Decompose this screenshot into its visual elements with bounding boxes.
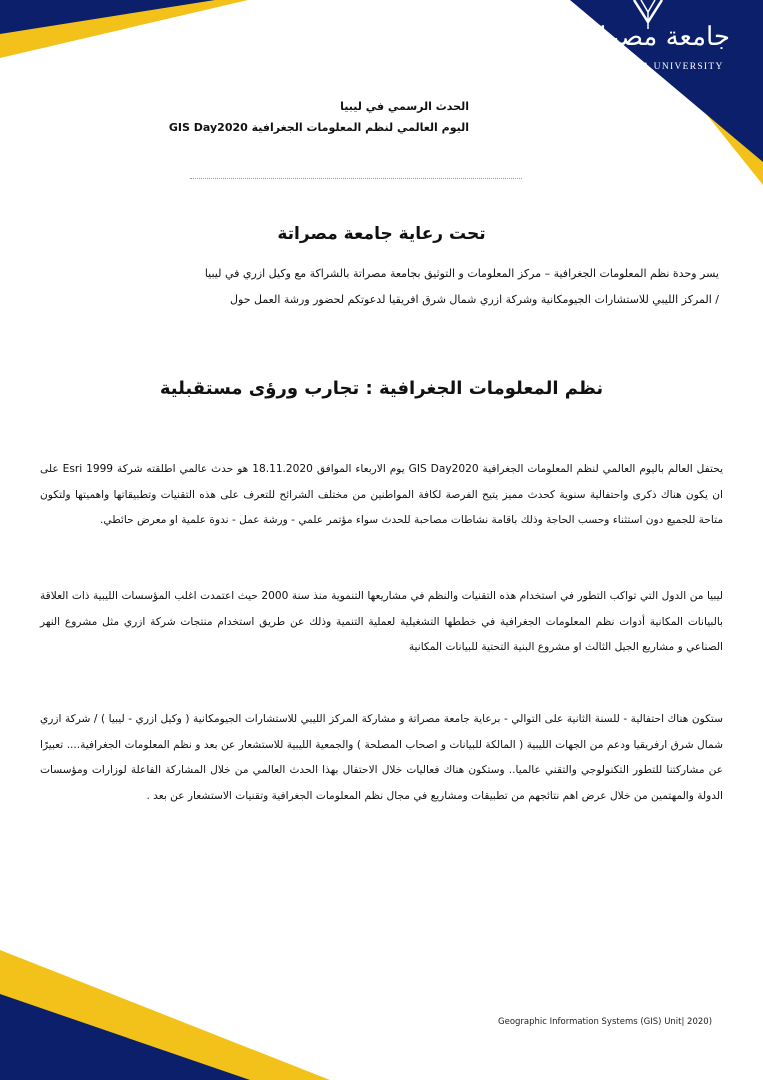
sponsor-title: تحت رعاية جامعة مصراتة bbox=[277, 224, 486, 244]
paragraph-2: ليبيا من الدول التي تواكب التطور في استخدام هذه التقنيات والنظم في مشاريعها التنموية منذ سنة 2000 حيث اعتمدت اغلب المؤسسات الليبية ذات العلاقة بالبيانات المكانية أدوات نظم المعلومات الجغرافية في خططها التشغيلية لعملية التنمية وذلك عن طريق استخدام منتجات شركة ازري مثل مشروع النهر الصناعي و مشاريع الجيل الثالث او مشروع البنية التحتية للبيانات المكانية bbox=[40, 590, 723, 653]
logo-latin-text: MISURATA UNIVERSITY bbox=[592, 62, 724, 72]
paragraph-3: ستكون هناك احتفالية - للسنة الثانية على التوالي - برعاية جامعة مصراتة و مشاركة المركز الليبي للاستشارات الجيومكانية ( وكيل ازري - ليبيا ) / شركة ازري شمال شرق ارفريقيا ودعم من الجهات الليبية ( المالكة للبيانات و اصحاب المصلحة ) والجمعية الليبية للاستشعار عن بعد و نظم المعلومات الجغرافية.... تعبيرًا عن مشاركتنا للتطور التكنولوجي والتقني عالميا.. وستكون هناك فعاليات خلال الاحتفال بهذا الحدث العالمي من خلال المشاركة الفاعلة لوزارات ومؤسسات الدولة والمهتمين من خلال عرض اهم نتائجهم من تطبيقات ومشاريع في مجال نظم المعلومات الجغرافية وتقنيات الاستشعار عن بعد . bbox=[40, 713, 723, 802]
main-title: نظم المعلومات الجغرافية : تجارب ورؤى مستقبلية bbox=[159, 378, 604, 399]
paragraph-1: يحتفل العالم باليوم العالمي لنظم المعلومات الجغرافية GIS Day2020 يوم الاربعاء الموافق 18.11.2020 هو حدث عالمي اطلقته شركة Esri 1999 على ان يكون هناك ذكرى واحتفالية سنوية كحدث مميز يتيح الفرصة لكافة المواطنين من مختلف الشرائح للتعرف على هذه التقنيات وتطبيقاتها واهميتها ولتكون متاحة للجميع دون استثناء وحسب الحاجة وذلك باقامة نشاطات مصاحبة للحدث سواء مؤتمر علمي - ورشة عمل - ندوة علمية او معرض حائطي. bbox=[40, 463, 724, 526]
logo-arabic-text: جامعة مصراتة bbox=[578, 22, 730, 52]
intro-line-2: / المركز الليبي للاستشارات الجيومكانية وشركة ازري شمال شرق افريقيا لدعوتكم لحضور ورشة العمل حول bbox=[230, 293, 719, 306]
header-line-2: اليوم العالمي لنظم المعلومات الجغرافية GIS Day2020 bbox=[168, 121, 469, 134]
header-line-1: الحدث الرسمي في ليبيا bbox=[340, 100, 469, 113]
intro-line-1: يسر وحدة نظم المعلومات الجغرافية – مركز المعلومات و التوثيق بجامعة مصراتة بالشراكة مع وكيل ازري في ليبيا bbox=[204, 267, 719, 280]
footer-text: Geographic Information Systems (GIS) Unit| 2020) bbox=[498, 1017, 713, 1027]
top-left-corner-decoration bbox=[0, 0, 250, 60]
university-logo bbox=[570, 0, 758, 78]
dotted-separator bbox=[190, 178, 522, 179]
bottom-left-corner-decoration bbox=[0, 950, 330, 1080]
